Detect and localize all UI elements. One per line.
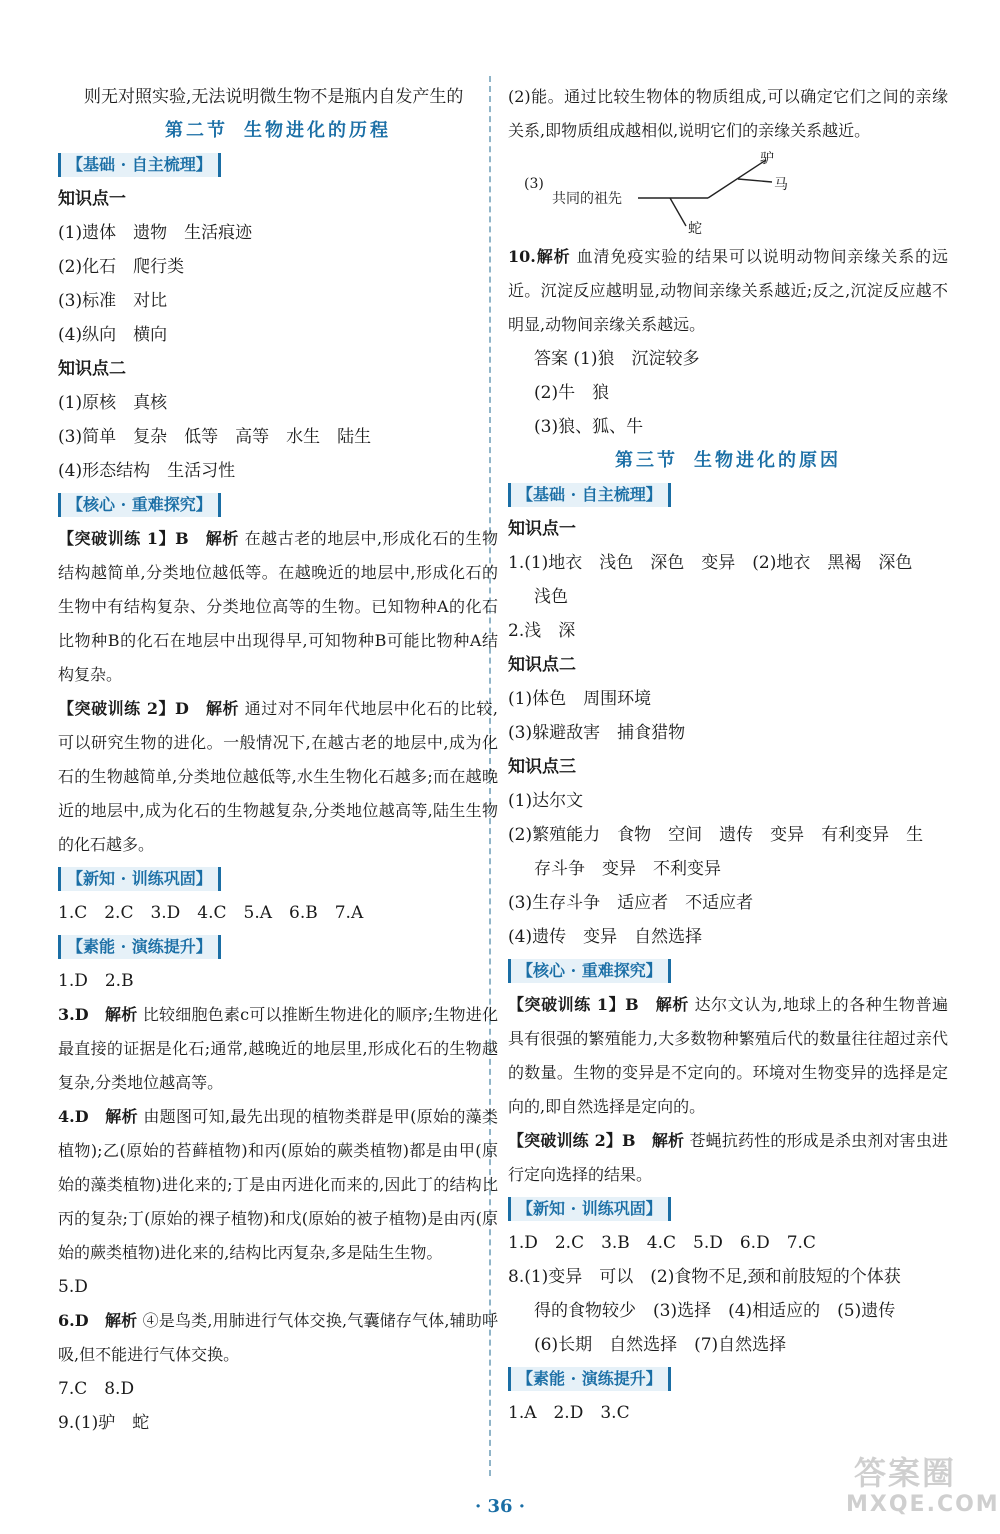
diagram-prefix: (3) [524, 176, 544, 192]
question-10-answer-1: 答案 (1)狼 沉淀较多 [534, 349, 700, 369]
question-6-text: ④是鸟类,用肺进行气体交换,气囊储存气体,辅助呼吸,但不能进行气体交换。 [58, 1311, 498, 1364]
knowledge-point-2: 知识点二 [508, 655, 576, 675]
training-2-label: 【突破训练 2】B 解析 [508, 1131, 685, 1150]
kp3-line-2b: 存斗争 变异 不利变异 [534, 859, 721, 879]
section-name: 生物进化的原因 [694, 450, 841, 471]
knowledge-point-2: 知识点二 [58, 359, 126, 379]
question-5: 5.D [58, 1277, 88, 1297]
kp1-item: (4)纵向 横向 [58, 325, 168, 345]
question-10-answer-3: (3)狼、狐、牛 [534, 417, 644, 437]
question-8-line-2: 得的食物较少 (3)选择 (4)相适应的 (5)遗传 [534, 1301, 896, 1321]
question-6-head: 6.D 解析 [58, 1311, 138, 1330]
tag-skill: 【素能 · 演练提升】 [508, 1367, 671, 1391]
skill-answers-1: 1.D 2.B [58, 971, 134, 991]
kp1-item: (3)标准 对比 [58, 291, 168, 311]
snake-label: 蛇 [688, 221, 702, 237]
new-answers: 1.D 2.C 3.B 4.C 5.D 6.D 7.C [508, 1233, 816, 1253]
intro-line: 则无对照实验,无法说明微生物不是瓶内自发产生的 [84, 87, 464, 107]
question-4-text: 由题图可知,最先出现的植物类群是甲(原始的藻类植物);乙(原始的苔藓植物)和丙(原始的蕨类植物)都是由甲(原始的藻类植物)进化来的;丁是由丙进化而来的,因此丁的结构比丙的复杂;丁(原始的裸子植物)和戊(原始的被子植物)是由丙(原始的蕨类植物)进化来的,结构比丙复杂,多是陆生生物。 [58, 1107, 498, 1262]
kp1-line-1: 1.(1)地衣 浅色 深色 变异 (2)地衣 黑褐 深色 [508, 553, 913, 573]
skill-answers: 1.A 2.D 3.C [508, 1403, 630, 1423]
kp3-line-1: (1)达尔文 [508, 791, 584, 811]
section-number: 第三节 [615, 450, 678, 471]
question-10-head: 10.解析 [508, 247, 571, 266]
donkey-label: 驴 [760, 151, 774, 167]
training-1 [58, 522, 498, 692]
tag-new: 【新知 · 训练巩固】 [508, 1197, 671, 1221]
kp2-item: (4)形态结构 生活习性 [58, 461, 236, 481]
training-1-label: 【突破训练 1】B 解析 [58, 529, 239, 548]
question-3 [58, 998, 498, 1100]
kp3-line-2: (2)繁殖能力 食物 空间 遗传 变异 有利变异 生 [508, 825, 924, 845]
tag-basic: 【基础 · 自主梳理】 [508, 483, 671, 507]
tag-basic: 【基础 · 自主梳理】 [58, 153, 221, 177]
question-6 [58, 1304, 498, 1372]
left-column [58, 80, 498, 1440]
kp1-line-2: 2.浅 深 [508, 621, 576, 641]
kp1-line-1b: 浅色 [534, 587, 568, 607]
kp2-item: (3)简单 复杂 低等 高等 水生 陆生 [58, 427, 372, 447]
tag-core: 【核心 · 重难探究】 [58, 493, 221, 517]
kp3-line-4: (4)遗传 变异 自然选择 [508, 927, 703, 947]
question-8-line-3: (6)长期 自然选择 (7)自然选择 [534, 1335, 787, 1355]
training-1-text: 达尔文认为,地球上的各种生物普遍具有很强的繁殖能力,大多数物种繁殖后代的数量往往超过亲代的数量。生物的变异是不定向的。环境对生物变异的选择是定向的,即自然选择是定向的。 [508, 995, 948, 1116]
section-number: 第二节 [165, 120, 228, 141]
kp1-item: (1)遗体 遗物 生活痕迹 [58, 223, 253, 243]
knowledge-point-1: 知识点一 [58, 189, 126, 209]
section-title-3 [508, 444, 948, 478]
tag-core: 【核心 · 重难探究】 [508, 959, 671, 983]
training-2-label: 【突破训练 2】D 解析 [58, 699, 240, 718]
training-2 [58, 692, 498, 862]
kp1-item: (2)化石 爬行类 [58, 257, 185, 277]
knowledge-point-3: 知识点三 [508, 757, 576, 777]
watermark-line-1: 答案圈 [854, 1454, 957, 1492]
question-10-answer-2: (2)牛 狼 [534, 383, 610, 403]
section-name: 生物进化的历程 [244, 120, 391, 141]
training-1-text: 在越古老的地层中,形成化石的生物结构越简单,分类地位越低等。在越晚近的地层中,形成化石的生物中有结构复杂、分类地位高等的生物。已知物种A的化石比物种B的化石在地层中出现得早,可知物种B可能比物种A结构复杂。 [58, 529, 498, 684]
training-2-text: 苍蝇抗药性的形成是杀虫剂对害虫进行定向选择的结果。 [508, 1131, 948, 1184]
phylogeny-diagram [508, 148, 948, 240]
question-3-text: 比较细胞色素c可以推断生物进化的顺序;生物进化最直接的证据是化石;通常,越晚近的地层里,形成化石的生物越复杂,分类地位越高等。 [58, 1005, 498, 1092]
question-10-text: 血清免疫实验的结果可以说明动物间亲缘关系的远近。沉淀反应越明显,动物间亲缘关系越近;反之,沉淀反应越不明显,动物间亲缘关系越远。 [508, 247, 948, 334]
kp2-item: (1)体色 周围环境 [508, 689, 652, 709]
tag-skill: 【素能 · 演练提升】 [58, 935, 221, 959]
knowledge-point-1: 知识点一 [508, 519, 576, 539]
section-title-2 [58, 114, 498, 148]
right-column [508, 80, 948, 1430]
horse-label: 马 [774, 177, 788, 193]
ancestor-label: 共同的祖先 [552, 191, 622, 207]
training-2-text: 通过对不同年代地层中化石的比较,可以研究生物的进化。一般情况下,在越古老的地层中,成为化石的生物越简单,分类地位越低等,水生生物化石越多;而在越晚近的地层中,成为化石的生物越复杂,分类地位越高等,陆生生物的化石越多。 [58, 699, 498, 854]
tag-new: 【新知 · 训练巩固】 [58, 867, 221, 891]
training-1-label: 【突破训练 1】B 解析 [508, 995, 689, 1014]
training-1 [508, 988, 948, 1124]
question-10 [508, 240, 948, 342]
kp3-line-3: (3)生存斗争 适应者 不适应者 [508, 893, 754, 913]
question-3-head: 3.D 解析 [58, 1005, 138, 1024]
question-4-head: 4.D 解析 [58, 1107, 138, 1126]
kp2-item: (3)躲避敌害 捕食猎物 [508, 723, 686, 743]
watermark-line-2: MXQE.COM [846, 1492, 1000, 1517]
kp2-item: (1)原核 真核 [58, 393, 168, 413]
question-7-8: 7.C 8.D [58, 1379, 135, 1399]
q9-part-2: (2)能。通过比较生物体的物质组成,可以确定它们之间的亲缘关系,即物质组成越相似,说明它们的亲缘关系越近。 [508, 87, 948, 140]
question-9: 9.(1)驴 蛇 [58, 1413, 150, 1433]
training-2 [508, 1124, 948, 1192]
watermark-logo [826, 1448, 1000, 1520]
question-8-line-1: 8.(1)变异 可以 (2)食物不足,颈和前肢短的个体获 [508, 1267, 901, 1287]
question-4 [58, 1100, 498, 1270]
page-number: · 36 · [474, 1496, 526, 1517]
new-answers: 1.C 2.C 3.D 4.C 5.A 6.B 7.A [58, 903, 364, 923]
